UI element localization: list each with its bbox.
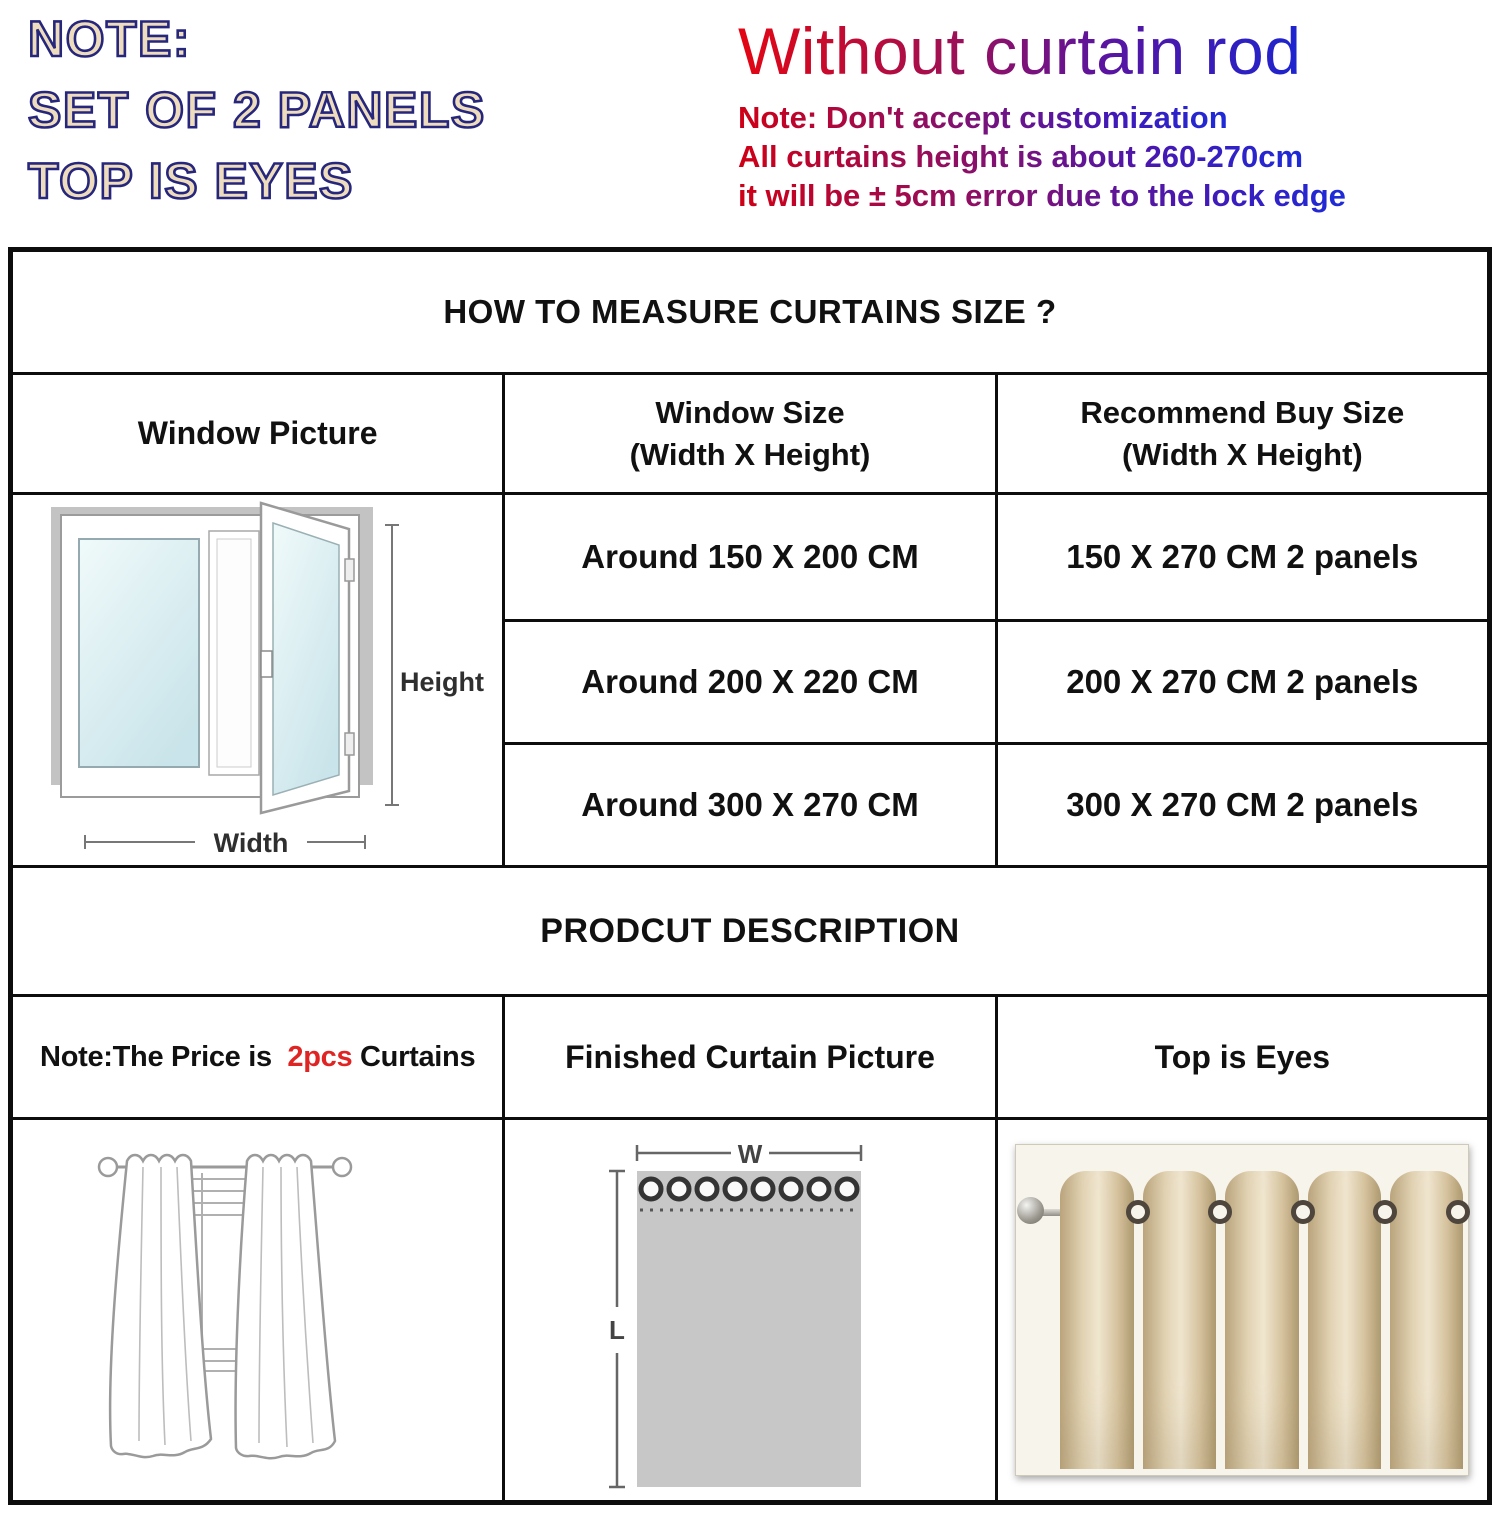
top-is-eyes-photo-cell: [998, 1120, 1487, 1500]
header-window-picture: [13, 375, 502, 492]
rod-notice: [738, 12, 1346, 215]
note-line-3: TOP IS EYES: [28, 153, 354, 209]
note-line-2: SET OF 2 PANELS: [28, 82, 486, 138]
row2-buy-size: [998, 622, 1487, 742]
window-hinge-top: [345, 559, 354, 581]
top-is-eyes-header-cell: [998, 997, 1487, 1117]
window-sash-glass: [273, 523, 339, 795]
window-handle: [261, 651, 272, 677]
header-window-size-line1: Window Size: [655, 394, 845, 430]
finished-curtain-diagram: [507, 1121, 993, 1499]
price-note-suffix: Curtains: [352, 1040, 476, 1073]
row3-buy-size: [998, 745, 1487, 865]
row2-window-size-value: Around 200 X 220 CM: [581, 663, 919, 700]
curtain-photo: [1015, 1144, 1469, 1476]
header-buy-size: [998, 375, 1487, 492]
table-title: HOW TO MEASURE CURTAINS SIZE ?: [443, 293, 1057, 330]
note-line-1: NOTE:: [28, 11, 192, 67]
finished-picture-header-cell: [505, 997, 994, 1117]
price-note-highlight: 2pcs: [287, 1040, 353, 1073]
window-fixed-glass: [79, 539, 199, 767]
photo-finial: [1017, 1197, 1044, 1224]
price-note-prefix: Note:The Price is: [40, 1040, 288, 1073]
curtain-sketch: [15, 1121, 501, 1499]
note-error-margin: it will be ± 5cm error due to the lock edge: [738, 178, 1346, 213]
w-label: W: [737, 1139, 763, 1169]
row1-buy-size: [998, 495, 1487, 619]
window-hinge-bottom: [345, 733, 354, 755]
row2-buy-size-value: 200 X 270 CM 2 panels: [1066, 663, 1419, 700]
row2-window-size: [505, 622, 994, 742]
header-window-picture-label: Window Picture: [137, 415, 378, 451]
headline-without-rod: Without curtain rod: [738, 14, 1302, 88]
sketch-finial-left: [99, 1158, 117, 1176]
window-picture-cell: [13, 495, 502, 865]
header-window-size-line2: (Width X Height): [629, 436, 871, 472]
curtain-fold: [1308, 1171, 1381, 1469]
top-is-eyes-header: Top is Eyes: [1154, 1038, 1331, 1075]
l-label: L: [609, 1315, 625, 1345]
header-buy-size-line1: Recommend Buy Size: [1080, 394, 1405, 430]
photo-grommet: [1446, 1200, 1470, 1224]
note-customization: Note: Don't accept customization: [738, 100, 1228, 135]
row1-window-size-value: Around 150 X 200 CM: [581, 538, 919, 575]
headline-notes: [738, 98, 1346, 215]
curtain-fold: [1060, 1171, 1133, 1469]
finished-picture-header: Finished Curtain Picture: [565, 1038, 935, 1075]
curtain-fold: [1143, 1171, 1216, 1469]
product-description-cell: [13, 868, 1487, 994]
width-label: Width: [213, 828, 289, 858]
row1-buy-size-value: 150 X 270 CM 2 panels: [1066, 538, 1419, 575]
price-note-cell: [13, 997, 502, 1117]
header-buy-size-line2: (Width X Height): [1121, 436, 1363, 472]
sketch-finial-right: [333, 1158, 351, 1176]
row3-window-size-value: Around 300 X 270 CM: [581, 786, 919, 823]
row3-buy-size-value: 300 X 270 CM 2 panels: [1066, 786, 1419, 823]
window-open-gap-inner: [217, 539, 251, 767]
height-measure-line: [385, 525, 399, 805]
curtain-fold: [1225, 1171, 1298, 1469]
curtain-panel: [637, 1171, 861, 1487]
row3-window-size: [505, 745, 994, 865]
price-note: [40, 1041, 475, 1074]
measure-table: [8, 247, 1492, 1505]
photo-folds: [1060, 1171, 1463, 1469]
header-window-size: [505, 375, 994, 492]
note-height-range: All curtains height is about 260-270cm: [738, 139, 1304, 174]
curtain-sketch-cell: [13, 1120, 502, 1500]
product-description-title: PRODCUT DESCRIPTION: [540, 911, 960, 950]
row1-window-size: [505, 495, 994, 619]
window-diagram: [15, 495, 501, 865]
finished-curtain-diagram-cell: [505, 1120, 994, 1500]
panel-note: [28, 4, 486, 217]
table-title-cell: [13, 252, 1487, 372]
height-label: Height: [399, 667, 484, 697]
